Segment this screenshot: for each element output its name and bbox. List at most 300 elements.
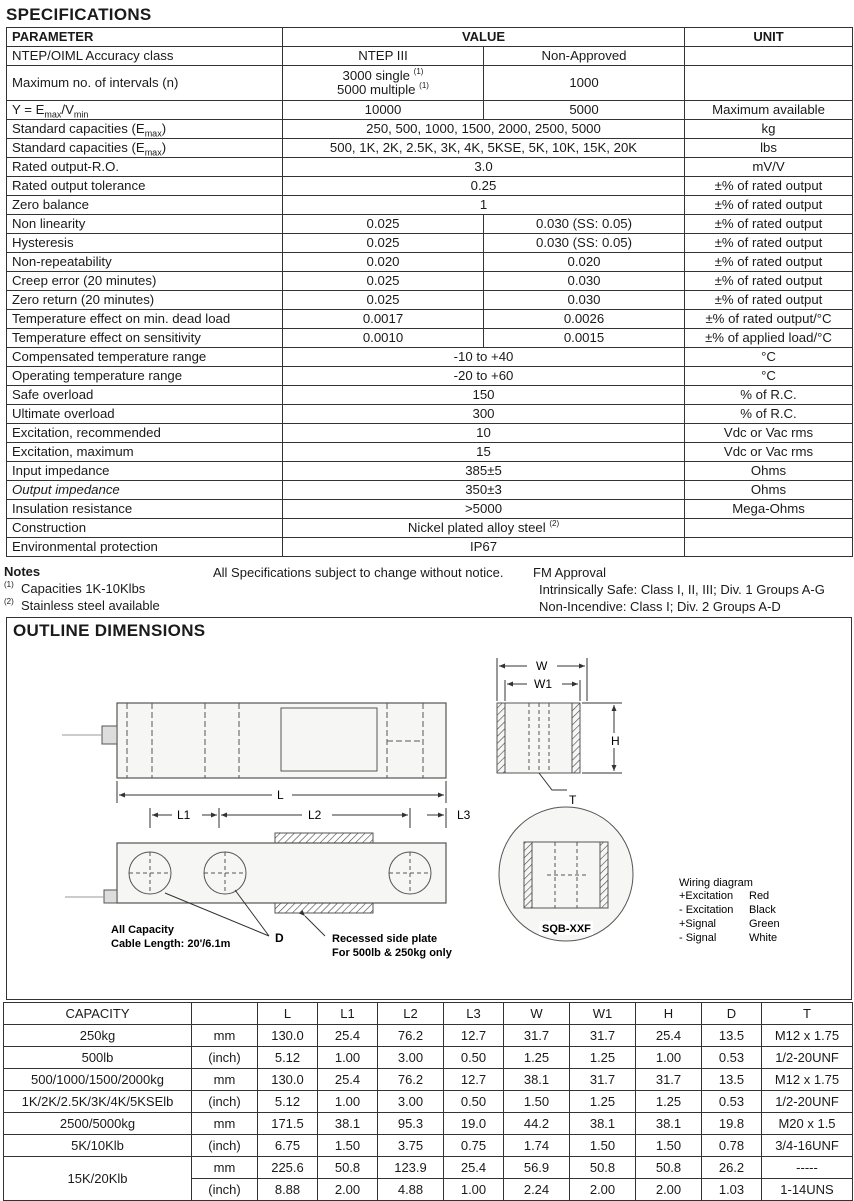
spec-row bbox=[7, 519, 853, 538]
spec-row bbox=[7, 500, 853, 519]
spec-unit bbox=[685, 519, 853, 538]
spec-value-text: >5000 bbox=[464, 501, 503, 516]
specifications-table bbox=[6, 27, 853, 557]
footnote-mark: (1) bbox=[413, 66, 424, 76]
spec-row bbox=[7, 120, 853, 139]
dimension-value: 1.25 bbox=[636, 1091, 702, 1113]
spec-value-text: IP67 bbox=[469, 539, 498, 554]
spec-parameter-text: Rated output tolerance bbox=[12, 178, 146, 193]
unit-header: UNIT bbox=[685, 28, 853, 47]
dimension-value: 19.0 bbox=[444, 1113, 504, 1135]
label-L1: L1 bbox=[177, 808, 191, 822]
dimension-value: 25.4 bbox=[318, 1069, 378, 1091]
label-D: D bbox=[275, 931, 284, 945]
spec-value-2: 1000 bbox=[484, 66, 685, 101]
spec-parameter-text: Insulation resistance bbox=[12, 501, 133, 516]
spec-value-text: 1 bbox=[479, 197, 488, 212]
label-H: H bbox=[611, 734, 620, 748]
dimension-value: 1.50 bbox=[636, 1135, 702, 1157]
spec-parameter-text: NTEP/OIML Accuracy class bbox=[12, 48, 174, 63]
spec-unit bbox=[685, 538, 853, 557]
dimension-value: 31.7 bbox=[570, 1069, 636, 1091]
spec-value bbox=[283, 424, 685, 443]
dimension-value: ----- bbox=[762, 1157, 853, 1179]
spec-value-1: 0.0017 bbox=[283, 310, 484, 329]
dimension-value: 0.75 bbox=[444, 1135, 504, 1157]
spec-row bbox=[7, 139, 853, 158]
label-W: W bbox=[536, 659, 548, 673]
spec-value-1: 0.020 bbox=[283, 253, 484, 272]
dimensions-header: D bbox=[702, 1003, 762, 1025]
dimension-value: 38.1 bbox=[318, 1113, 378, 1135]
dimension-value: 44.2 bbox=[504, 1113, 570, 1135]
dimension-value: 171.5 bbox=[258, 1113, 318, 1135]
unit-cell: (inch) bbox=[192, 1179, 258, 1201]
spec-parameter bbox=[7, 348, 283, 367]
spec-parameter-text: Excitation, recommended bbox=[12, 425, 161, 440]
capacity-note-2: Cable Length: 20'/6.1m bbox=[111, 938, 231, 950]
wiring-signal-3: +Signal bbox=[679, 918, 717, 930]
spec-parameter-text: Compensated temperature range bbox=[12, 349, 207, 364]
notes-title: Notes bbox=[4, 564, 41, 579]
dimensions-header: T bbox=[762, 1003, 853, 1025]
spec-value-2: 0.020 bbox=[484, 253, 685, 272]
wiring-color-3: Green bbox=[749, 918, 780, 930]
spec-value bbox=[283, 367, 685, 386]
spec-parameter-text: Input impedance bbox=[12, 463, 110, 478]
subscript-min: min bbox=[73, 109, 89, 120]
capacity-note-1: All Capacity bbox=[111, 924, 174, 936]
subscript-max: max bbox=[144, 147, 162, 158]
dimension-value: 2.00 bbox=[636, 1179, 702, 1201]
dimension-value: 1.50 bbox=[318, 1135, 378, 1157]
spec-row bbox=[7, 47, 853, 66]
note-2-text: Stainless steel available bbox=[21, 598, 160, 613]
outline-drawing bbox=[7, 618, 853, 1001]
spec-row bbox=[7, 424, 853, 443]
footnote-mark: (2) bbox=[549, 518, 560, 528]
dimension-value: 50.8 bbox=[318, 1157, 378, 1179]
spec-value-text: 10 bbox=[476, 425, 491, 440]
dimensions-row bbox=[4, 1091, 853, 1113]
dimensions-header: L2 bbox=[378, 1003, 444, 1025]
side-view bbox=[497, 703, 580, 773]
dimension-L1-L2-L3 bbox=[150, 808, 446, 828]
spec-row bbox=[7, 291, 853, 310]
front-view-body bbox=[117, 833, 446, 913]
spec-value-text: Nickel plated alloy steel bbox=[407, 520, 546, 535]
spec-parameter bbox=[7, 500, 283, 519]
top-view-body bbox=[117, 703, 446, 778]
wiring-color-1: Red bbox=[749, 890, 770, 902]
dimension-value: 31.7 bbox=[570, 1025, 636, 1047]
notes-section bbox=[4, 563, 204, 614]
spec-parameter: Standard capacities $(E_{max})$ bbox=[7, 139, 283, 158]
unit-cell: (inch) bbox=[192, 1047, 258, 1069]
spec-row bbox=[7, 66, 853, 101]
spec-parameter bbox=[7, 443, 283, 462]
spec-unit: ±% of applied load/°C bbox=[685, 329, 853, 348]
spec-value bbox=[283, 196, 685, 215]
spec-unit: °C bbox=[685, 348, 853, 367]
spec-parameter bbox=[7, 538, 283, 557]
dimension-value: 1-14UNS bbox=[762, 1179, 853, 1201]
spec-parameter-text: Standard capacities (E bbox=[12, 140, 145, 155]
spec-parameter-text: Standard capacities (E bbox=[12, 121, 145, 136]
spec-value bbox=[283, 538, 685, 557]
spec-parameter-text: Rated output-R.O. bbox=[12, 159, 120, 174]
dimension-value: 0.53 bbox=[702, 1047, 762, 1069]
model-label: SQB-XXF bbox=[542, 923, 591, 935]
dimension-value: 1.50 bbox=[504, 1091, 570, 1113]
spec-row bbox=[7, 253, 853, 272]
dimensions-row bbox=[4, 1113, 853, 1135]
spec-row bbox=[7, 462, 853, 481]
dimensions-row bbox=[4, 1047, 853, 1069]
unit-cell: (inch) bbox=[192, 1135, 258, 1157]
spec-value-1: 10000 bbox=[283, 101, 484, 120]
spec-parameter-text: Hysteresis bbox=[12, 235, 74, 250]
dimension-value: 1.25 bbox=[504, 1047, 570, 1069]
dimension-value: 225.6 bbox=[258, 1157, 318, 1179]
note-1-mark: (1) bbox=[4, 579, 14, 589]
spec-value-1: 0.0010 bbox=[283, 329, 484, 348]
dimension-value: 0.50 bbox=[444, 1047, 504, 1069]
fm-intrinsically-safe: Intrinsically Safe: Class I, II, III; Div. 1 Groups A-G bbox=[539, 582, 825, 597]
dimension-value: 5.12 bbox=[258, 1091, 318, 1113]
spec-row bbox=[7, 310, 853, 329]
spec-unit: Mega-Ohms bbox=[685, 500, 853, 519]
unit-cell: mm bbox=[192, 1157, 258, 1179]
spec-parameter bbox=[7, 158, 283, 177]
spec-value-1: NTEP III bbox=[283, 47, 484, 66]
capacity-cell: 250kg bbox=[4, 1025, 192, 1047]
dimension-value: 8.88 bbox=[258, 1179, 318, 1201]
spec-parameter-text: Non-repeatability bbox=[12, 254, 112, 269]
spec-value-text: 500, 1K, 2K, 2.5K, 3K, 4K, 5KSE, 5K, 10K, 15K, 20K bbox=[329, 140, 638, 155]
spec-row bbox=[7, 215, 853, 234]
spec-parameter-text: Environmental protection bbox=[12, 539, 158, 554]
thread-detail bbox=[499, 807, 633, 941]
spec-value-2: Non-Approved bbox=[484, 47, 685, 66]
dimensions-header-row bbox=[4, 1003, 853, 1025]
spec-parameter bbox=[7, 424, 283, 443]
spec-unit: % of R.C. bbox=[685, 386, 853, 405]
dimension-value: 25.4 bbox=[636, 1025, 702, 1047]
top-view-cable bbox=[62, 726, 117, 744]
note-1-text: Capacities 1K-10Klbs bbox=[21, 581, 146, 596]
dimension-value: 2.00 bbox=[570, 1179, 636, 1201]
spec-unit: Maximum available bbox=[685, 101, 853, 120]
spec-value-text: 385±5 bbox=[465, 463, 502, 478]
spec-unit: ±% of rated output/°C bbox=[685, 310, 853, 329]
spec-row bbox=[7, 101, 853, 120]
dimension-value: 1/2-20UNF bbox=[762, 1047, 853, 1069]
dimension-value: M20 x 1.5 bbox=[762, 1113, 853, 1135]
dimension-value: 3/4-16UNF bbox=[762, 1135, 853, 1157]
spec-row bbox=[7, 443, 853, 462]
spec-value bbox=[283, 443, 685, 462]
dimensions-header: L bbox=[258, 1003, 318, 1025]
spec-parameter-text: Safe overload bbox=[12, 387, 94, 402]
spec-parameter bbox=[7, 462, 283, 481]
plate-note-1: Recessed side plate bbox=[332, 933, 438, 945]
label-L2: L2 bbox=[308, 808, 322, 822]
spec-unit: Vdc or Vac rms bbox=[685, 424, 853, 443]
dimension-value: 6.75 bbox=[258, 1135, 318, 1157]
dimension-value: 13.5 bbox=[702, 1069, 762, 1091]
spec-value bbox=[283, 519, 685, 538]
spec-unit: ±% of rated output bbox=[685, 272, 853, 291]
spec-row bbox=[7, 196, 853, 215]
spec-parameter-text: Zero balance bbox=[12, 197, 89, 212]
spec-value-text: -20 to +60 bbox=[453, 368, 514, 383]
dimension-value: 1.00 bbox=[444, 1179, 504, 1201]
wiring-title: Wiring diagram bbox=[679, 877, 753, 889]
spec-unit: ±% of rated output bbox=[685, 253, 853, 272]
dimension-value: 5.12 bbox=[258, 1047, 318, 1069]
spec-value-2: 0.030 (SS: 0.05) bbox=[484, 215, 685, 234]
label-W1: W1 bbox=[534, 677, 552, 691]
spec-value bbox=[283, 405, 685, 424]
spec-unit: Ohms bbox=[685, 462, 853, 481]
spec-value-text: -10 to +40 bbox=[453, 349, 514, 364]
spec-row bbox=[7, 481, 853, 500]
dimension-value: 3.75 bbox=[378, 1135, 444, 1157]
spec-parameter bbox=[7, 101, 283, 120]
wiring-color-2: Black bbox=[749, 904, 776, 916]
value-line-2: 5000 multiple bbox=[337, 82, 416, 97]
subscript-max: max bbox=[144, 128, 162, 139]
spec-value-1: 0.025 bbox=[283, 215, 484, 234]
spec-parameter-text: Maximum no. of intervals (n) bbox=[12, 75, 179, 90]
dimension-value: 1.00 bbox=[636, 1047, 702, 1069]
spec-parameter bbox=[7, 405, 283, 424]
spec-parameter bbox=[7, 329, 283, 348]
unit-cell: mm bbox=[192, 1069, 258, 1091]
dimension-value: 130.0 bbox=[258, 1025, 318, 1047]
value-header: VALUE bbox=[283, 28, 685, 47]
dimension-value: 130.0 bbox=[258, 1069, 318, 1091]
dimension-value: 1.00 bbox=[318, 1047, 378, 1069]
capacity-cell: 15K/20Klb bbox=[4, 1157, 192, 1201]
dimension-value: 25.4 bbox=[318, 1025, 378, 1047]
unit-cell: (inch) bbox=[192, 1091, 258, 1113]
label-L: L bbox=[277, 788, 284, 802]
spec-value bbox=[283, 462, 685, 481]
label-L3: L3 bbox=[457, 808, 471, 822]
spec-parameter-text: Excitation, maximum bbox=[12, 444, 134, 459]
dimensions-row bbox=[4, 1025, 853, 1047]
dimension-value: 2.00 bbox=[318, 1179, 378, 1201]
spec-row bbox=[7, 158, 853, 177]
spec-value-2: 5000 bbox=[484, 101, 685, 120]
spec-value-1: 0.025 bbox=[283, 291, 484, 310]
spec-unit: °C bbox=[685, 367, 853, 386]
spec-unit: kg bbox=[685, 120, 853, 139]
spec-value-text: 350±3 bbox=[465, 482, 502, 497]
dimension-value: 1.74 bbox=[504, 1135, 570, 1157]
spec-parameter bbox=[7, 234, 283, 253]
dimension-value: 2.24 bbox=[504, 1179, 570, 1201]
dimension-value: 31.7 bbox=[504, 1025, 570, 1047]
dimensions-header: CAPACITY bbox=[4, 1003, 192, 1025]
fm-approval bbox=[533, 564, 825, 615]
dimension-value: 123.9 bbox=[378, 1157, 444, 1179]
dimension-value: 0.78 bbox=[702, 1135, 762, 1157]
dimension-value: 26.2 bbox=[702, 1157, 762, 1179]
dimension-value: 1.50 bbox=[570, 1135, 636, 1157]
dimension-value: M12 x 1.75 bbox=[762, 1025, 853, 1047]
spec-parameter bbox=[7, 215, 283, 234]
dimension-value: 0.50 bbox=[444, 1091, 504, 1113]
spec-parameter: Standard capacities $(E_{max})$ bbox=[7, 120, 283, 139]
spec-parameter bbox=[7, 481, 283, 500]
dimension-value: 38.1 bbox=[636, 1113, 702, 1135]
dimensions-header: L1 bbox=[318, 1003, 378, 1025]
wiring-signal-1: +Excitation bbox=[679, 890, 734, 902]
dimension-value: 1.00 bbox=[318, 1091, 378, 1113]
spec-row bbox=[7, 329, 853, 348]
dimension-value: 1.25 bbox=[570, 1047, 636, 1069]
capacity-cell: 1K/2K/2.5K/3K/4K/5KSElb bbox=[4, 1091, 192, 1113]
spec-row bbox=[7, 348, 853, 367]
spec-parameter-text: Ultimate overload bbox=[12, 406, 115, 421]
spec-unit: ±% of rated output bbox=[685, 234, 853, 253]
spec-unit: % of R.C. bbox=[685, 405, 853, 424]
spec-value-text: 0.25 bbox=[470, 178, 497, 193]
spec-value-text: 150 bbox=[472, 387, 495, 402]
spec-parameter bbox=[7, 310, 283, 329]
spec-parameter-text: Zero return (20 minutes) bbox=[12, 292, 155, 307]
dimensions-header bbox=[192, 1003, 258, 1025]
note-2-mark: (2) bbox=[4, 596, 14, 606]
dimensions-header: L3 bbox=[444, 1003, 504, 1025]
fm-non-incendive: Non-Incendive: Class I; Div. 2 Groups A-D bbox=[539, 599, 781, 614]
dimension-value: 0.53 bbox=[702, 1091, 762, 1113]
label-T: T bbox=[569, 793, 577, 807]
spec-header-row bbox=[7, 28, 853, 47]
spec-parameter bbox=[7, 272, 283, 291]
spec-value bbox=[283, 120, 685, 139]
wiring-signal-2: - Excitation bbox=[679, 904, 734, 916]
spec-parameter-text: Output impedance bbox=[12, 482, 120, 497]
capacity-cell: 5K/10Klb bbox=[4, 1135, 192, 1157]
spec-value-1 bbox=[283, 66, 484, 101]
spec-parameter bbox=[7, 519, 283, 538]
dimension-value: 76.2 bbox=[378, 1025, 444, 1047]
spec-value bbox=[283, 500, 685, 519]
wiring-color-4: White bbox=[749, 932, 778, 944]
spec-value bbox=[283, 139, 685, 158]
dimensions-table bbox=[3, 1002, 853, 1201]
spec-parameter-text: Creep error (20 minutes) bbox=[12, 273, 157, 288]
spec-parameter-text: Non linearity bbox=[12, 216, 86, 231]
disclaimer: All Specifications subject to change without notice. bbox=[213, 565, 504, 580]
spec-row bbox=[7, 538, 853, 557]
spec-unit: Vdc or Vac rms bbox=[685, 443, 853, 462]
dimension-value: 50.8 bbox=[636, 1157, 702, 1179]
dimension-value: 56.9 bbox=[504, 1157, 570, 1179]
spec-value-text: 3.0 bbox=[474, 159, 493, 174]
front-view-cable bbox=[65, 890, 117, 903]
fm-approval-title: FM Approval bbox=[533, 565, 606, 580]
spec-value-2: 0.030 bbox=[484, 272, 685, 291]
spec-unit bbox=[685, 66, 853, 101]
spec-parameter-text: Construction bbox=[12, 520, 87, 535]
spec-value bbox=[283, 386, 685, 405]
dimension-value: 19.8 bbox=[702, 1113, 762, 1135]
spec-row bbox=[7, 386, 853, 405]
dimension-value: 25.4 bbox=[444, 1157, 504, 1179]
spec-parameter bbox=[7, 367, 283, 386]
note-1 bbox=[4, 580, 204, 597]
spec-parameter bbox=[7, 47, 283, 66]
dimension-value: 38.1 bbox=[570, 1113, 636, 1135]
dimensions-header: H bbox=[636, 1003, 702, 1025]
spec-value-text: 15 bbox=[476, 444, 491, 459]
dimensions-row bbox=[4, 1069, 853, 1091]
dimension-value: 3.00 bbox=[378, 1091, 444, 1113]
dimension-value: 12.7 bbox=[444, 1025, 504, 1047]
dimension-value: 12.7 bbox=[444, 1069, 504, 1091]
spec-parameter bbox=[7, 386, 283, 405]
parameter-header: PARAMETER bbox=[7, 28, 283, 47]
dimension-value: 1.25 bbox=[570, 1091, 636, 1113]
spec-parameter-text: Temperature effect on min. dead load bbox=[12, 311, 231, 326]
spec-unit: ±% of rated output bbox=[685, 291, 853, 310]
spec-row bbox=[7, 234, 853, 253]
dimension-value: M12 x 1.75 bbox=[762, 1069, 853, 1091]
spec-unit: ±% of rated output bbox=[685, 196, 853, 215]
footnote-mark: (1) bbox=[419, 80, 429, 90]
spec-value-2: 0.030 bbox=[484, 291, 685, 310]
dimension-value: 1/2-20UNF bbox=[762, 1091, 853, 1113]
spec-value-2: 0.0015 bbox=[484, 329, 685, 348]
outline-dimensions-box bbox=[6, 617, 852, 1000]
spec-value-2: 0.030 (SS: 0.05) bbox=[484, 234, 685, 253]
plate-note-2: For 500lb & 250kg only bbox=[332, 947, 452, 959]
subscript-max: max bbox=[44, 109, 62, 120]
spec-value-2: 0.0026 bbox=[484, 310, 685, 329]
dimensions-header: W1 bbox=[570, 1003, 636, 1025]
note-2 bbox=[4, 597, 204, 614]
dimension-value: 50.8 bbox=[570, 1157, 636, 1179]
dimension-value: 4.88 bbox=[378, 1179, 444, 1201]
unit-cell: mm bbox=[192, 1025, 258, 1047]
spec-unit bbox=[685, 47, 853, 66]
dimension-value: 76.2 bbox=[378, 1069, 444, 1091]
spec-unit: ±% of rated output bbox=[685, 215, 853, 234]
unit-cell: mm bbox=[192, 1113, 258, 1135]
spec-unit: Ohms bbox=[685, 481, 853, 500]
spec-value bbox=[283, 158, 685, 177]
spec-parameter bbox=[7, 177, 283, 196]
spec-value bbox=[283, 481, 685, 500]
outline-dimensions-title: OUTLINE DIMENSIONS bbox=[13, 621, 206, 640]
spec-value-1: 0.025 bbox=[283, 234, 484, 253]
spec-row bbox=[7, 272, 853, 291]
specifications-title: SPECIFICATIONS bbox=[6, 5, 152, 24]
dimension-value: 38.1 bbox=[504, 1069, 570, 1091]
spec-value bbox=[283, 177, 685, 196]
value-line-1: 3000 single bbox=[342, 68, 410, 83]
spec-value bbox=[283, 348, 685, 367]
capacity-cell: 2500/5000kg bbox=[4, 1113, 192, 1135]
dimensions-row bbox=[4, 1135, 853, 1157]
spec-parameter bbox=[7, 253, 283, 272]
capacity-cell: 500lb bbox=[4, 1047, 192, 1069]
